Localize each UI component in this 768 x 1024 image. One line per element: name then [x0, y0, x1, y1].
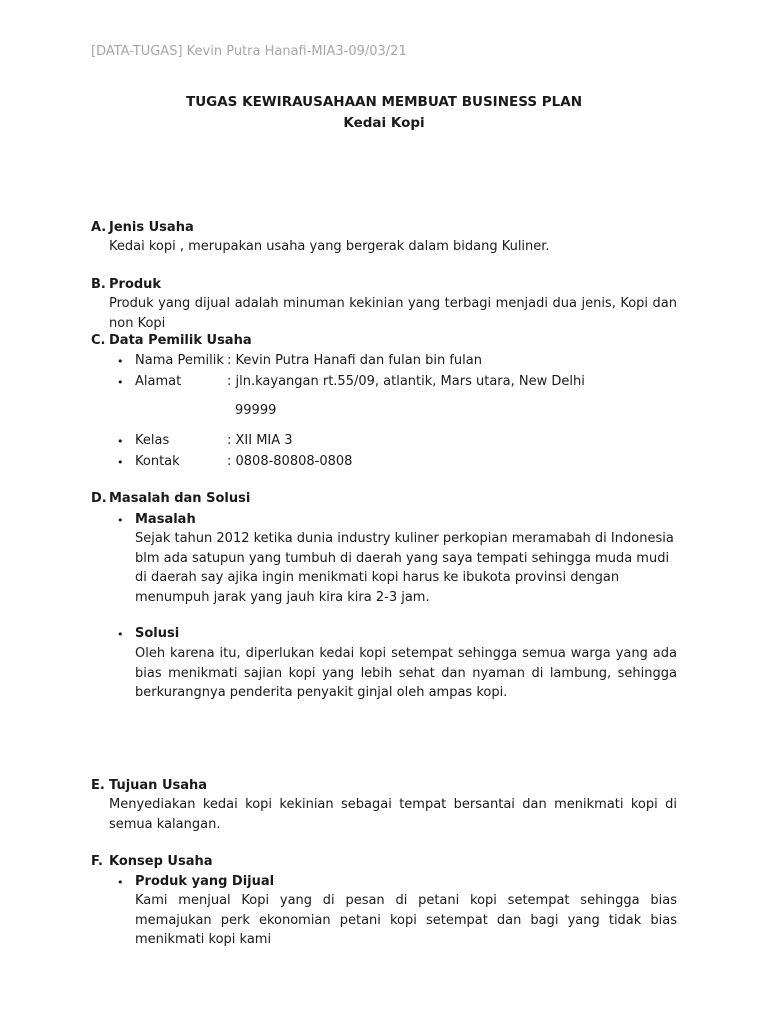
bullet-icon: • — [117, 435, 124, 448]
section-e-heading — [91, 778, 207, 793]
document-title: TUGAS KEWIRAUSAHAAN MEMBUAT BUSINESS PLAN — [185, 94, 582, 110]
contact-value: : 0808-80808-0808 — [227, 454, 353, 469]
section-f-letter: F. — [91, 854, 103, 869]
section-c-title: Data Pemilik Usaha — [109, 333, 252, 348]
section-a-heading — [91, 220, 194, 235]
masalah-text: Sejak tahun 2012 ketika dunia industry kuliner perkopian meramabah di Indonesia blm ada satupun yang tumbuh di daerah yang saya tempati sehingga muda mudi di daerah say ajika ingin menikmati kopi harus ke ibukota provinsi dengan menumpuh jarak yang jauh kira kira 2-3 jam. — [135, 531, 674, 605]
section-e-text: Menyediakan kedai kopi kekinian sebagai tempat bersantai dan menikmati kopi di semua kalangan. — [109, 797, 677, 832]
section-e-title: Tujuan Usaha — [109, 778, 208, 793]
solusi-text: Oleh karena itu, diperlukan kedai kopi setempat sehingga semua warga yang ada bias menikmati sajian kopi yang lebih sehat dan nyaman di lambung, sehingga berkurangnya penderita penyakit ginjal oleh ampas kopi. — [135, 646, 677, 700]
section-c-heading — [91, 333, 252, 348]
document-subtitle: Kedai Kopi — [343, 115, 425, 131]
bullet-icon: • — [117, 628, 124, 641]
section-a-text: Kedai kopi , merupakan usaha yang bergerak dalam bidang Kuliner. — [109, 239, 550, 254]
section-a-letter: A. — [91, 220, 107, 235]
section-f-heading — [91, 854, 213, 869]
contact-label: Kontak — [135, 454, 180, 469]
section-a-title: Jenis Usaha — [109, 220, 194, 235]
page-header: [DATA-TUGAS] Kevin Putra Hanafi-MIA3-09/03/21 — [91, 44, 407, 59]
section-d-letter: D. — [91, 491, 107, 506]
section-d-heading — [91, 491, 250, 506]
class-value: : XII MIA 3 — [227, 433, 293, 448]
solusi-heading: Solusi — [135, 626, 180, 641]
class-label: Kelas — [135, 433, 170, 448]
section-b-text: Produk yang dijual adalah minuman kekinian yang terbagi menjadi dua jenis, Kopi dan non Kopi — [109, 296, 677, 331]
masalah-heading: Masalah — [135, 512, 196, 527]
address-label: Alamat — [135, 374, 182, 389]
address-postal-code: 99999 — [235, 403, 277, 418]
section-b-heading — [91, 277, 161, 292]
bullet-icon: • — [117, 376, 124, 389]
bullet-icon: • — [117, 876, 124, 889]
owner-name-label: Nama Pemilik — [135, 353, 224, 368]
section-c-letter: C. — [91, 333, 106, 348]
bullet-icon: • — [117, 456, 124, 469]
produk-dijual-heading: Produk yang Dijual — [135, 874, 275, 889]
section-f-title: Konsep Usaha — [109, 854, 213, 869]
owner-name-value: : Kevin Putra Hanafi dan fulan bin fulan — [227, 353, 482, 368]
section-b-letter: B. — [91, 277, 106, 292]
address-value: : jln.kayangan rt.55/09, atlantik, Mars utara, New Delhi — [227, 374, 585, 389]
section-e-letter: E. — [91, 778, 105, 793]
section-d-title: Masalah dan Solusi — [109, 491, 251, 506]
section-b-title: Produk — [109, 277, 162, 292]
bullet-icon: • — [117, 514, 124, 527]
bullet-icon: • — [117, 355, 124, 368]
produk-dijual-text: Kami menjual Kopi yang di pesan di petani kopi setempat sehingga bias memajukan perk ekonomian petani kopi setempat dan bagi yang tidak bias menikmati kopi kami — [135, 893, 677, 947]
